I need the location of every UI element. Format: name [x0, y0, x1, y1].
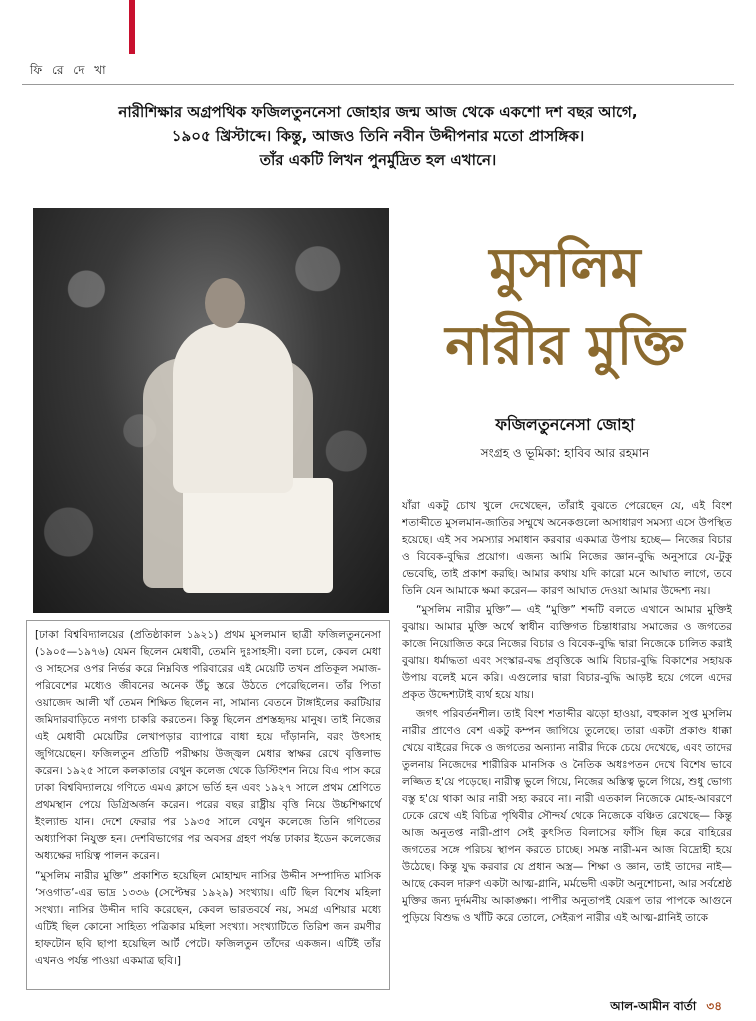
intro-line-2: ১৯০৫ খ্রিস্টাব্দে। কিন্তু, আজও তিনি নবীন উদ্দীপনার মতো প্রাসঙ্গিক।: [171, 127, 585, 145]
page-number: ৩৪: [706, 999, 722, 1013]
magazine-name: আল-আমীন বার্তা: [610, 999, 697, 1013]
photo-caption-box: [26, 620, 390, 990]
photo-figure-skirt: [183, 478, 333, 593]
intro-text: [50, 100, 706, 172]
author-name: ফজিলতুননেসা জোহা: [495, 415, 635, 434]
article-paragraph: জগৎ পরিবর্তনশীল। তাই বিংশ শতাব্দীর ঝড়ো হাওয়া, বহুকাল সুপ্ত মুসলিম নারীর প্রাণেও বেশ একটু কম্পন জাগিয়ে তুলেছে। তারা একটা প্রকাণ্ড ধাক্কা খেয়ে বাইরের দিকে ও জগতের অন্যান্য নারীর দিকে চেয়ে দেখেছে, এবং তাদের তুলনায় নিজেদের শারীরিক মানসিক ও নৈতিক অধঃপতন দেখে বিশেষ ভাবে লজ্জিত হ'য়ে পড়েছে। নারীত্ব ভুলে গিয়ে, নিজের অস্তিত্ব ভুলে গিয়ে, শুধু ভোগ্য বস্তু হ'য়ে থাকা আর নারী সহ্য করবে না। নারী এতকাল নিজেকে মোহ-আবরণে ঢেকে রেখে এই বিচিত্র পৃথিবীর সৌন্দর্য থেকে নিজেকে বঞ্চিত রেখেছে— কিন্তু আজ অনুতপ্ত নারী-প্রাণ সেই কুৎসিত বিলাসের ফাঁসি ছিন্ন করে বাহিরের জগতের সঙ্গে পরিচয় স্থাপন করতে চাচ্ছে। সমস্ত নারী-মন আজ বিদ্রোহী হয়ে উঠেছে। কিন্তু যুদ্ধ করবার যে প্রধান অস্ত্র— শিক্ষা ও জ্ঞান, তাই তাদের নাই— আছে কেবল দারুণ একটা আত্ম-গ্লানি, মর্মভেদী একটা অনুশোচনা, আর সর্বশ্রেষ্ঠ মুক্তির জন্য দুর্দমনীয় আকাঙ্ক্ষা। পাপীর অনুতাপই যেরূপ তার পাপকে আগুনে পুড়িয়ে বিশুদ্ধ ও খাঁটি করে তোলে, সেইরূপ নারীর এই আত্ম-গ্লানিই তাকে: [402, 708, 732, 924]
section-label: ফি রে দে খা: [30, 63, 109, 77]
article-paragraph: যাঁরা একটু চোখ খুলে দেখেছেন, তাঁরাই বুঝতে পেরেছেন যে, এই বিংশ শতাব্দীতে মুসলমান-জাতির সম্মুখে অনেকগুলো অসাধারণ সমস্যা এসে উপস্থিত হয়েছে। এই সব সমস্যার সমাধান করবার একমাত্র উপায় হচ্ছে— নিজের বিচার ও বিবেক-বুদ্ধির প্রয়োগ। এজন্য আমি নিজের জ্ঞান-বুদ্ধি অনুসারে যে-টুকু ভেবেছি, তাই প্রকাশ করছি। আমার কথায় যদি কারো মনে আঘাত লাগে, তবে তিনি যেন আমাকে ক্ষমা করেন— কারণ আঘাত দেওয়া আমার উদ্দেশ্য নয়।: [402, 500, 732, 597]
article-title: [400, 228, 730, 384]
photo-figure-head: [205, 278, 245, 328]
intro-line-1: নারীশিক্ষার অগ্রপথিক ফজিলতুননেসা জোহার জন্ম আজ থেকে একশো দশ বছর আগে,: [118, 103, 638, 121]
article-body: [402, 498, 732, 988]
intro-line-3: তাঁর একটি লিখন পুনর্মুদ্রিত হল এখানে।: [259, 151, 497, 169]
caption-paragraph: [ঢাকা বিশ্ববিদ্যালয়ের (প্রতিষ্ঠাকাল ১৯২১) প্রথম মুসলমান ছাত্রী ফজিলতুননেসা (১৯০৫—১৯৭৬) যেমন ছিলেন মেধাবী, তেমনি দুঃসাহসী। বলা চলে, কেবল মেধা ও সাহসের ওপর নির্ভর করে নিম্নবিত্ত পরিবারের এই মেয়েটি তখন প্রতিকূল সমাজ-পরিবেশের মধ্যেও জীবনের অনেক উঁচু স্তরে উঠতে পেরেছিলেন। তাঁর পিতা ওয়াজেদ আলী খাঁ তেমন শিক্ষিত ছিলেন না, সামান্য বেতনে টাঙ্গাইলের করটিয়ার জমিদারবাড়িতে নগণ্য চাকরি করতেন। কিন্তু ছিলেন প্রশস্তহৃদয় মানুষ। তাই নিজের এই মেধাবী মেয়েটির লেখাপড়ার ব্যাপারে বাধা হয়ে দাঁড়াননি, বরং উৎসাহ জুগিয়েছেন। ফজিলতুন প্রতিটি পরীক্ষায় উজ্জ্বল মেধার স্বাক্ষর রেখে বৃত্তিলাভ করেন। ১৯২৫ সালে কলকাতার বেথুন কলেজ থেকে ডিস্টিংশন নিয়ে বিএ পাস করে ঢাকা বিশ্ববিদ্যালয়ে গণিতে এমএ ক্লাসে ভর্তি হন এবং ১৯২৭ সালে প্রথম শ্রেণিতে প্রথমস্থান পেয়ে ডিগ্রিঅর্জন করেন। পরের বছর রাষ্ট্রীয় বৃত্তি নিয়ে উচ্চশিক্ষার্থে ইংল্যান্ড যান। দেশে ফেরার পর ১৯৩৫ সালে বেথুন কলেজে তিনি গণিতের অধ্যাপিকা নিযুক্ত হন। দেশবিভাগের পর অবসর গ্রহণ পর্যন্ত ঢাকার ইডেন কলেজের অধ্যক্ষের দায়িত্ব পালন করেন।: [35, 629, 381, 862]
title-line-2: নারীর মুক্তি: [445, 313, 685, 377]
article-paragraph: “মুসলিম নারীর মুক্তি”— এই “মুক্তি” শব্দটি বলতে এখানে আমার মুক্তিই বুঝায়। আমার মুক্তি অর্থে স্বাধীন ব্যক্তিগত চিন্তাধারায় সমাজের ও জগতের কাজে নিয়োজিত করে নিজের বিচার ও বিবেক-বুদ্ধি দ্বারা নিজেকে চালিত করাই বুঝায়। ধর্মাদ্ধতা এবং সংস্কার-বদ্ধ প্রবৃত্তিকে আমি বিচার-বুদ্ধি বিকাশের সহায়ক উপায় বলেই মনে করি। এগুলোর দ্বারা বিচার-বুদ্ধি আড়ষ্ট হয়ে গেলে এদের প্রকৃত উদ্দেশ্যটাই ব্যর্থ হয়ে যায়।: [402, 604, 732, 701]
caption-paragraph: “মুসলিম নারীর মুক্তি” প্রকাশিত হয়েছিল মোহাম্মদ নাসির উদ্দীন সম্পাদিত মাসিক ‘সওগাত’-এর ভাদ্র ১৩৩৬ (সেপ্টেম্বর ১৯২৯) সংখ্যায়। এটি ছিল বিশেষ মহিলা সংখ্যা। নাসির উদ্দীন দাবি করেছেন, কেবল ভারতবর্ষে নয়, সমগ্র এশিয়ার মধ্যে এটিই ছিল কোনো সাহিত্য পত্রিকার মহিলা সংখ্যা। সংখ্যাটিতে তিরিশ জন রমণীর হাফটোন ছবি ছাপা হয়েছিল আর্ট পেটে। ফজিলতুন তাঁদের একজন। এটিই তাঁর এখনও পর্যন্ত পাওয়া একমাত্র ছবি।]: [35, 870, 381, 967]
photo-figure-body: [173, 323, 293, 493]
red-accent-bar: [129, 0, 135, 54]
title-line-1: মুসলিম: [489, 235, 641, 299]
page-footer: [610, 998, 722, 1018]
compiler-credit: সংগ্রহ ও ভূমিকা: হাবিব আর রহমান: [480, 446, 650, 460]
header-divider: [22, 84, 734, 85]
portrait-photo: [33, 208, 389, 613]
